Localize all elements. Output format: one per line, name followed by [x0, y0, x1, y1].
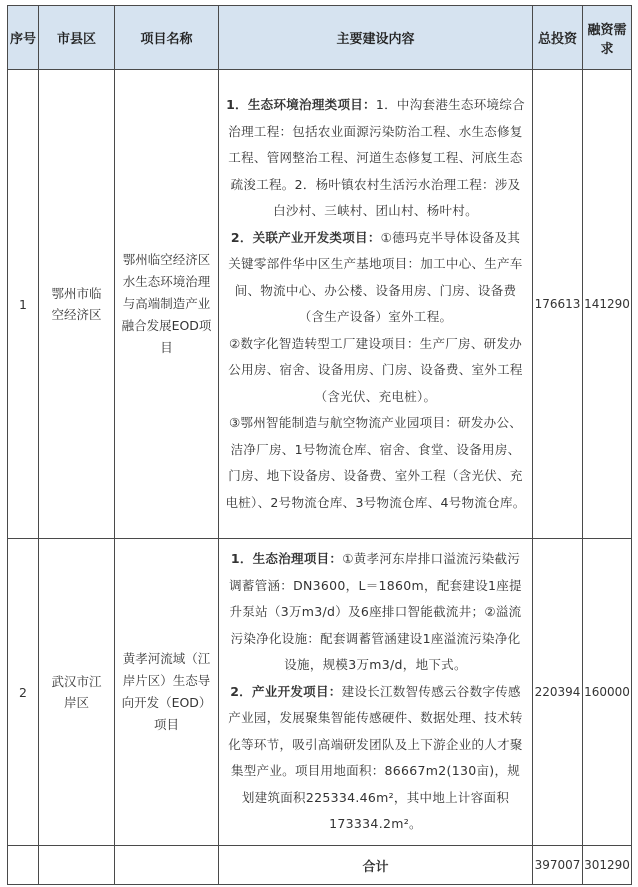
row-index: 2	[8, 539, 39, 846]
content-paragraph	[225, 225, 526, 331]
total-financing: 301290	[583, 846, 632, 885]
content-text: ①德玛克半导体设备及其关键零部件华中区生产基地项目：加工中心、生产车间、物流中心、办公楼、设备用房、门房、设备费（含生产设备）室外工程。	[228, 229, 523, 324]
content-text: ①黄孝河东岸排口溢流污染截污调蓄管涵：DN3600，L＝1860m，配套建设1座提升泵站（3万m3/d）及6座排口智能截流井；②溢流污染净化设施：配套调蓄管涵建设1座溢流污染净化设施，规模3万m3/d，地下式。	[229, 551, 522, 673]
row-county: 武汉市江岸区	[39, 539, 115, 846]
row-content	[219, 70, 533, 539]
project-table	[7, 5, 632, 885]
row-financing: 160000	[583, 539, 632, 846]
header-county: 市县区	[39, 6, 115, 70]
content-text: ③鄂州智能制造与航空物流产业园项目：研发办公、洁净厂房、1号物流仓库、宿舍、食堂、设备用房、门房、地下设备房、设备费、室外工程（含光伏、充电桩）、2号物流仓库、3号物流仓库、4号物流仓库。	[225, 415, 526, 510]
total-blank	[115, 846, 219, 885]
row-project-name: 黄孝河流域（江岸片区）生态导向开发（EOD）项目	[115, 539, 219, 846]
content-category: 1．生态环境治理类项目：	[226, 97, 376, 112]
content-paragraph	[225, 546, 526, 679]
content-paragraph	[225, 331, 526, 411]
table-row	[8, 539, 632, 846]
total-blank	[39, 846, 115, 885]
row-content	[219, 539, 533, 846]
total-label: 合计	[219, 846, 533, 885]
row-project-name: 鄂州临空经济区水生态环境治理与高端制造产业融合发展EOD项目	[115, 70, 219, 539]
content-category: 2．产业开发项目：	[230, 683, 342, 699]
content-category: 1．生态治理项目：	[230, 551, 343, 567]
table-row	[8, 70, 632, 539]
header-index: 序号	[8, 6, 39, 70]
row-index: 1	[8, 70, 39, 539]
row-financing: 141290	[583, 70, 632, 539]
row-investment: 220394	[533, 539, 583, 846]
header-content: 主要建设内容	[219, 6, 533, 70]
content-paragraph	[225, 679, 526, 838]
row-investment: 176613	[533, 70, 583, 539]
content-paragraph	[225, 92, 526, 225]
header-row	[8, 6, 632, 70]
content-paragraph	[225, 410, 526, 516]
header-investment: 总投资	[533, 6, 583, 70]
content-category: 2．关联产业开发类项目：	[230, 229, 381, 245]
content-text: 建设长江数智传感云谷数字传感产业园，发展聚集智能传感硬件、数据处理、技术转化等环节，吸引高端研发团队及上下游企业的人才聚集型产业。项目用地面积：86667m2(130亩)，规划建筑面积225334.46m²，其中地上计容面积173334.2m²。	[228, 683, 523, 832]
header-financing: 融资需求	[583, 6, 632, 70]
total-investment: 397007	[533, 846, 583, 885]
row-county: 鄂州市临空经济区	[39, 70, 115, 539]
total-blank	[8, 846, 39, 885]
content-text: ②数字化智造转型工厂建设项目：生产厂房、研发办公用房、宿舍、设备用房、门房、设备费、室外工程（含光伏、充电桩）。	[228, 335, 523, 404]
total-row	[8, 846, 632, 885]
content-text: 1．中沟套港生态环境综合治理工程：包括农业面源污染防治工程、水生态修复工程、管网整治工程、河道生态修复工程、河底生态疏浚工程。2．杨叶镇农村生活污水治理工程：涉及白沙村、三峡村、团山村、杨叶村。	[228, 97, 525, 218]
header-project-name: 项目名称	[115, 6, 219, 70]
